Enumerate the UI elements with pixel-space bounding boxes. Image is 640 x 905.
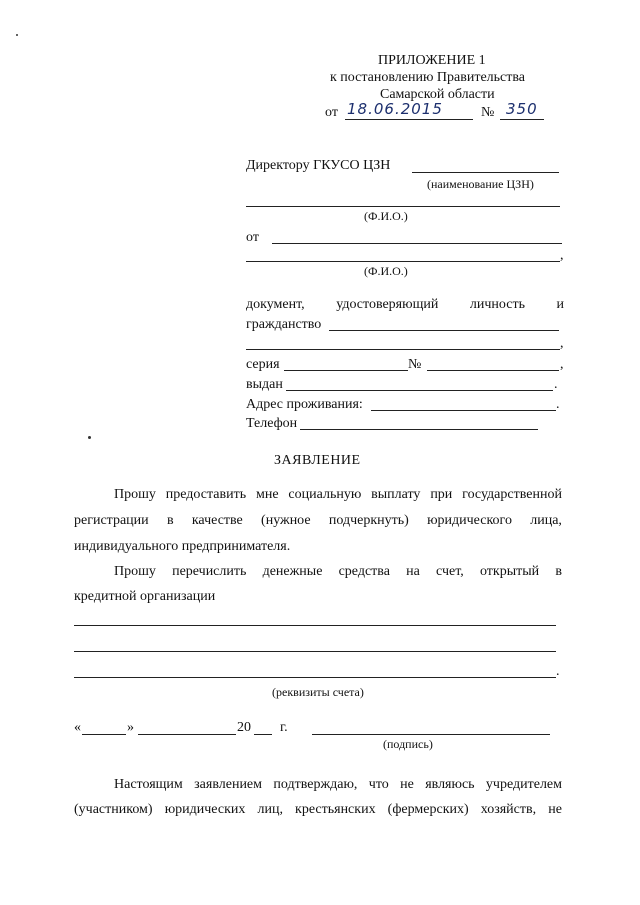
para2-word: на <box>406 564 420 579</box>
appendix-title: ПРИЛОЖЕНИЕ 1 <box>378 53 486 68</box>
para1-word: подчеркнуть) <box>328 513 409 528</box>
date-from-label: от <box>325 105 338 120</box>
czn-name-hint: (наименование ЦЗН) <box>427 177 534 191</box>
para2-word: счет, <box>436 564 464 579</box>
para3-word: являюсь <box>425 777 475 792</box>
para3-word: лиц, <box>257 802 283 817</box>
document-extra-comma: , <box>560 336 564 351</box>
date-close-quote: » <box>127 720 134 735</box>
para1-word: Прошу <box>114 487 156 502</box>
para2-word: денежные <box>262 564 323 579</box>
scan-speck <box>88 436 91 439</box>
month-field[interactable] <box>138 734 236 735</box>
doc-word: личность <box>469 297 525 312</box>
citizenship-field[interactable] <box>329 330 559 331</box>
issued-period: . <box>554 377 558 392</box>
handwritten-date: 18.06.2015 <box>347 100 443 118</box>
doc-number-label: № <box>408 357 422 372</box>
para1-word: качестве <box>191 513 243 528</box>
address-period: . <box>556 397 560 412</box>
director-fio-field[interactable] <box>246 206 560 207</box>
account-details-period: . <box>556 664 560 679</box>
para3-word: хозяйств, <box>480 802 537 817</box>
number-label: № <box>481 105 495 120</box>
paragraph-1-line-1 <box>114 486 562 504</box>
para3-word: что <box>368 777 389 792</box>
para3-word: не <box>548 802 562 817</box>
address-label: Адрес проживания: <box>246 397 363 412</box>
phone-field[interactable] <box>300 429 538 430</box>
para3-word: учредителем <box>485 777 562 792</box>
para1-word: лица, <box>530 513 562 528</box>
paragraph-2-line-2: кредитной организации <box>74 589 216 604</box>
para3-word: Настоящим <box>114 777 183 792</box>
para3-word: не <box>400 777 414 792</box>
paragraph-3-line-1 <box>114 776 562 794</box>
czn-name-field[interactable] <box>412 172 559 173</box>
year-field[interactable] <box>254 734 272 735</box>
para1-word: выплату <box>371 487 421 502</box>
signature-field[interactable] <box>312 734 550 735</box>
citizenship-label: гражданство <box>246 317 322 332</box>
para1-word: предоставить <box>165 487 247 502</box>
para1-word: мне <box>255 487 279 502</box>
handwritten-number: 350 <box>506 100 538 118</box>
para1-word: социальную <box>288 487 362 502</box>
para1-word: при <box>430 487 453 502</box>
paragraph-1-line-2 <box>74 512 562 530</box>
director-label: Директору ГКУСО ЦЗН <box>246 158 391 173</box>
para1-word: (нужное <box>261 513 311 528</box>
paragraph-3-line-2 <box>74 801 562 819</box>
issued-label: выдан <box>246 377 283 392</box>
para3-word: юридических <box>164 802 246 817</box>
applicant-fio-hint: (Ф.И.О.) <box>364 264 408 278</box>
document-title: ЗАЯВЛЕНИЕ <box>274 453 361 468</box>
para1-word: государственной <box>462 487 562 502</box>
scan-speck <box>16 34 18 36</box>
doc-number-field[interactable] <box>427 370 559 371</box>
series-comma: , <box>560 357 564 372</box>
appendix-resolution-line: к постановлению Правительства <box>330 70 526 85</box>
applicant-fio-field-1[interactable] <box>272 243 562 244</box>
applicant-fio-comma: , <box>560 248 564 263</box>
applicant-from-label: от <box>246 230 259 245</box>
number-underline <box>500 119 544 120</box>
para1-word: регистрации <box>74 513 149 528</box>
phone-label: Телефон <box>246 416 298 431</box>
date-underline <box>345 119 473 120</box>
identity-document-line <box>246 296 564 314</box>
appendix-region-line: Самарской области <box>380 87 495 102</box>
para3-word: подтверждаю, <box>273 777 358 792</box>
series-label: серия <box>246 357 280 372</box>
year-suffix: г. <box>280 720 288 735</box>
para3-word: заявлением <box>194 777 263 792</box>
series-field[interactable] <box>284 370 408 371</box>
account-details-field-2[interactable] <box>74 651 556 652</box>
applicant-fio-field-2[interactable] <box>246 261 560 262</box>
account-details-field-1[interactable] <box>74 625 556 626</box>
signature-hint: (подпись) <box>383 737 433 751</box>
document-extra-field[interactable] <box>246 349 560 350</box>
para1-word: в <box>166 513 174 528</box>
para2-word: средства <box>338 564 390 579</box>
para2-word: открытый <box>479 564 540 579</box>
day-field[interactable] <box>82 734 126 735</box>
address-field[interactable] <box>371 410 556 411</box>
date-open-quote: « <box>74 720 81 735</box>
para2-word: в <box>555 564 562 579</box>
para1-word: юридического <box>427 513 512 528</box>
issued-field[interactable] <box>286 390 553 391</box>
para3-word: крестьянских <box>295 802 376 817</box>
director-fio-hint: (Ф.И.О.) <box>364 209 408 223</box>
doc-word: удостоверяющий <box>336 297 439 312</box>
paragraph-2-line-1 <box>114 563 562 581</box>
year-prefix: 20 <box>237 720 251 735</box>
doc-word: документ, <box>246 297 305 312</box>
account-details-field-3[interactable] <box>74 677 556 678</box>
account-details-hint: (реквизиты счета) <box>272 685 364 699</box>
paragraph-1-line-3: индивидуального предпринимателя. <box>74 539 291 554</box>
doc-word: и <box>556 297 564 312</box>
para2-word: Прошу <box>114 564 156 579</box>
para3-word: (фермерских) <box>387 802 469 817</box>
para3-word: (участником) <box>74 802 153 817</box>
para2-word: перечислить <box>172 564 247 579</box>
